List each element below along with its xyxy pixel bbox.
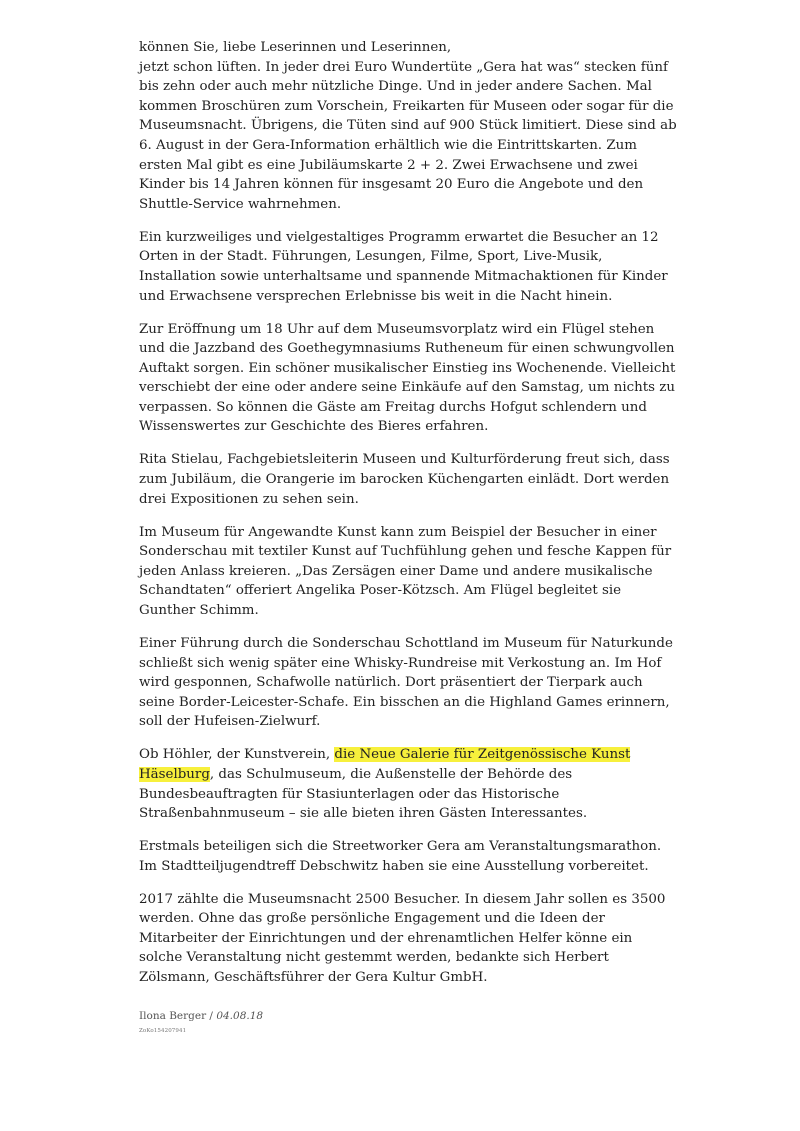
paragraph-6: Einer Führung durch die Sonderschau Schottland im Museum für Naturkunde schließt sich wenig später eine Whisky-Rundreise mit Verkostung an. Im Hof wird gesponnen, Schafwolle natürlich. Dort präsentiert der Tierpark auch seine Border-Leicester-Schafe. Ein bisschen an die Highland Games erinnern, soll der Hufeisen-Zielwurf. <box>139 635 673 730</box>
paragraph-2: Ein kurzweiliges und vielgestaltiges Programm erwartet die Besucher an 12 Orten in der Stadt. Führungen, Lesungen, Filme, Sport, Live-Musik, Installation sowie unterhaltsame und spannende Mitmachaktionen für Kinder und Erwachsene versprechen Erlebnisse bis weit in die Nacht hinein. <box>139 229 668 304</box>
paragraph-7 <box>139 745 679 823</box>
paragraph-5: Im Museum für Angewandte Kunst kann zum Beispiel der Besucher in einer Sonderschau mit textiler Kunst auf Tuchfühlung gehen und fesche Kappen für jeden Anlass kreieren. „Das Zersägen einer Dame und andere musikalische Schandtaten“ offeriert Angelika Poser-Kötzsch. Am Flügel begleitet sie Gunther Schimm. <box>139 524 672 618</box>
paragraph-1 <box>139 38 679 214</box>
paragraph-9: 2017 zählte die Museumsnacht 2500 Besucher. In diesem Jahr sollen es 3500 werden. Ohne das große persönliche Engagement und die Ideen der Mitarbeiter der Einrichtungen und der ehrenamtlichen Helfer könne ein solche Veranstaltung nicht gestemmt werden, bedankte sich Herbert Zölsmann, Geschäftsführer der Gera Kultur GmbH. <box>139 891 666 986</box>
publication-date: 04.08.18 <box>216 1009 264 1022</box>
article-page <box>139 38 679 1035</box>
document-id: ZoKo154207941 <box>139 1027 187 1034</box>
paragraph-1-body: jetzt schon lüften. In jeder drei Euro Wundertüte „Gera hat was“ stecken fünf bis zehn oder auch mehr nützliche Dinge. Und in jeder andere Sachen. Mal kommen Broschüren zum Vorschein, Freikarten für Museen oder sogar für die Museumsnacht. Übrigens, die Tüten sind auf 900 Stück limitiert. Diese sind ab 6. August in der Gera-Information erhältlich wie die Eintrittskarten. Zum ersten Mal gibt es eine Jubiläumskarte 2 + 2. Zwei Erwachsene und zwei Kinder bis 14 Jahren können für insgesamt 20 Euro die Angebote und den Shuttle-Service wahrnehmen. <box>139 59 677 212</box>
highlighted-text: die Neue Galerie für Zeitgenössische Kunst Häselburg <box>139 747 631 782</box>
paragraph-8: Erstmals beteiligen sich die Streetworker Gera am Veranstaltungsmarathon. Im Stadtteiljugendtreff Debschwitz haben sie eine Ausstellung vorbereitet. <box>139 839 662 874</box>
byline-separator: / <box>206 1009 217 1022</box>
paragraph-4: Rita Stielau, Fachgebietsleiterin Museen und Kulturförderung freut sich, dass zum Jubiläum, die Orangerie im barocken Küchengarten einlädt. Dort werden drei Expositionen zu sehen sein. <box>139 452 670 507</box>
author-name: Ilona Berger <box>139 1009 207 1022</box>
paragraph-7-before: Ob Höhler, der Kunstverein, <box>139 747 335 763</box>
byline <box>139 1010 679 1023</box>
paragraph-1-line-1: können Sie, liebe Leserinnen und Leserinnen, <box>139 40 452 55</box>
paragraph-3: Zur Eröffnung um 18 Uhr auf dem Museumsvorplatz wird ein Flügel stehen und die Jazzband des Goethegymnasiums Rutheneum für einen schwungvollen Auftakt sorgen. Ein schöner musikalischer Einstieg ins Wochenende. Vielleicht verschiebt der eine oder andere seine Einkäufe auf den Samstag, um nichts zu verpassen. So können die Gäste am Freitag durchs Hofgut schlendern und Wissenswertes zur Geschichte des Bieres erfahren. <box>139 321 676 435</box>
paragraph-7-after: , das Schulmuseum, die Außenstelle der Behörde des Bundesbeauftragten für Stasiunterlagen oder das Historische Straßenbahnmuseum – sie alle bieten ihren Gästen Interessantes. <box>139 766 588 822</box>
